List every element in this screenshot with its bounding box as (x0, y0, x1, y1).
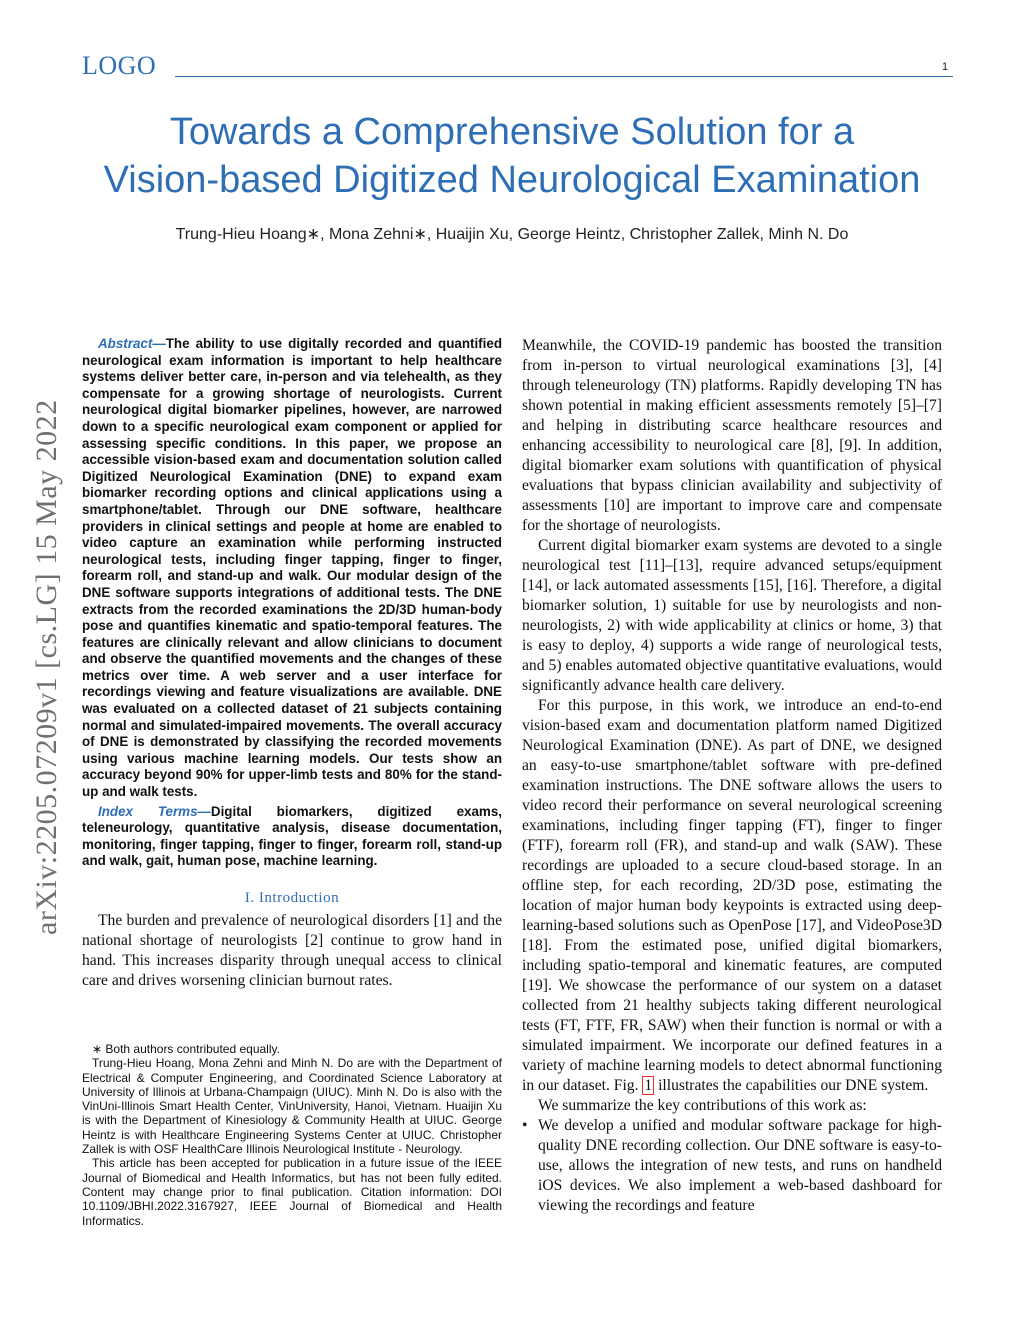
right-paragraph-1: Meanwhile, the COVID-19 pandemic has boosted the transition from in-person to virtual neurological examinations [3], [4] through teleneurology (TN) platforms. Rapidly developing TN has shown potential in making efficient assessments remotely [5]–[7] and helping in distributing scarce healthcare resources and enhancing accessibility to neurological care [8], [9]. In addition, digital biomarker exam solutions with quantification of physical evaluations that bypass clinician availability and subjectivity of assessments [10] are important to improve care and compensate for the shortage of neurologists. (522, 337, 942, 534)
left-column (82, 336, 502, 991)
abstract (82, 336, 502, 801)
header-logo: LOGO (82, 51, 157, 80)
list-item (522, 1116, 942, 1216)
abstract-label: Abstract— (98, 336, 166, 351)
right-column (522, 336, 942, 1216)
footnotes (82, 1042, 502, 1228)
right-paragraph-2: Current digital biomarker exam systems are devoted to a single neurological test [11]–[13], require advanced setups/equipment [14], or lack automated assessments [15], [16]. Therefore, a digital biomarker solution, 1) suitable for use by neurologists and non-neurologists, 2) with wide applicability at clinics or home, 3) that is easy to deploy, 4) supports a wide range of neurological tests, and 5) enables automated objective quantitative evaluations, would significantly advance health care delivery. (522, 537, 942, 694)
abstract-text: The ability to use digitally recorded and quantified neurological exam information is important to help healthcare systems deliver better care, in-person and via telehealth, as they compensate for a growing shortage of neurologists. Current neurological digital biomarker pipelines, however, are narrowed down to a specific neurological exam component or applied for assessing specific conditions. In this paper, we propose an accessible vision-based exam and documentation solution called Digitized Neurological Examination (DNE) to expand exam biomarker recording options and clinical applications using a smartphone/tablet. Through our DNE software, healthcare providers in clinical settings and people at home are enabled to video capture an examination while performing instructed neurological tests, including finger tapping, finger to finger, forearm roll, and stand-up and walk. Our modular design of the DNE software supports integrations of additional tests. The DNE extracts from the recorded examinations the 2D/3D human-body pose and quantifies kinematic and spatio-temporal features. The features are clinically relevant and allow clinicians to document and observe the quantified movements and the changes of these metrics over time. A web server and a user interface for recordings viewing and feature visualizations are available. DNE was evaluated on a collected dataset of 21 subjects containing normal and simulated-impaired movements. The overall accuracy of DNE is demonstrated by classifying the recorded movements using various machine learning models. Our tests show an accuracy beyond 90% for upper-limb tests and 80% for the stand-up and walk tests. (82, 336, 502, 800)
header-rule (175, 76, 953, 77)
contributions-list (522, 1116, 942, 1216)
author-list: Trung-Hieu Hoang∗, Mona Zehni∗, Huaijin Xu, George Heintz, Christopher Zallek, Minh N. Do (175, 226, 849, 243)
index-terms (82, 804, 502, 870)
right-paragraph-3-text-b: illustrates the capabilities our DNE system. (654, 1077, 929, 1094)
list-item-text: We develop a unified and modular software package for high-quality DNE recording collection. Our DNE software is easy-to-use, allows the integration of new tests, and runs on handheld iOS devices. We also implement a web-based dashboard for viewing the recordings and feature (538, 1117, 942, 1214)
right-paragraph-3 (522, 696, 942, 1096)
bullet-icon: • (522, 1117, 528, 1134)
footnote-equal-contribution: ∗ Both authors contributed equally. (92, 1042, 280, 1056)
paper-title (40, 108, 984, 204)
section-heading-introduction: I. Introduction (244, 890, 340, 906)
title-line-2: Vision-based Digitized Neurological Examination (103, 159, 921, 201)
index-terms-label: Index Terms— (98, 803, 211, 819)
arxiv-side-stamp: arXiv:2205.07209v1 [cs.LG] 15 May 2022 (30, 399, 63, 935)
footnote-publication-notice: This article has been accepted for publication in a future issue of the IEEE Journal of Biomedical and Health Informatics, but has not been fully edited. Content may change prior to final publication. Citation information: DOI 10.1109/JBHI.2022.3167927, IEEE Journal of Biomedical and Health Informatics. (82, 1156, 502, 1228)
title-line-1: Towards a Comprehensive Solution for a (169, 111, 855, 153)
index-terms-text: Digital biomarkers, digitized exams, teleneurology, quantitative analysis, disease documentation, monitoring, finger tapping, finger to finger, forearm roll, stand-up and walk, gait, human pose, machine learning. (82, 803, 502, 869)
page-number: 1 (942, 61, 949, 73)
right-paragraph-3-text-a: For this purpose, in this work, we introduce an end-to-end vision-based exam and documentation platform named Digitized Neurological Examination (DNE). As part of DNE, we designed an easy-to-use smartphone/tablet software with pre-defined examination instructions. The DNE software allows the users to video record their performance on several neurological screening examinations, including finger tapping (FT), finger to finger (FTF), forearm roll (FR), and stand-up and walk (SAW). These recordings are uploaded to a secure cloud-based storage. In an offline step, for each recording, 2D/3D pose, estimating the location of major human body keypoints is extracted using deep-learning-based solutions such as OpenPose [17], and VideoPose3D [18]. From the estimated pose, unified digital biomarkers, including spatio-temporal and kinematic features, are computed [19]. We showcase the performance of our system on a dataset collected from 21 healthy subjects taking different neurological tests (FT, FTF, FR, SAW) when their function is normal or with a simulated impairment. We incorporate our defined features in a variety of machine learning models to detect abnormal functioning in our dataset. Fig. (522, 697, 942, 1094)
intro-paragraph-1: The burden and prevalence of neurological disorders [1] and the national shortage of neurologists [2] continue to grow hand in hand. This increases disparity through unequal access to clinical care and drives worsening clinician burnout rates. (82, 912, 502, 989)
footnote-affiliations: Trung-Hieu Hoang, Mona Zehni and Minh N. Do are with the Department of Electrical & Computer Engineering, and Coordinated Science Laboratory at University of Illinois at Urbana-Champaign (UIUC). Minh N. Do is also with the VinUni-Illinois Smart Health Center, VinUniversity, Hanoi, Vietnam. Huaijin Xu is with the Department of Kinesiology & Community Health at UIUC. George Heintz is with Healthcare Engineering Systems Center at UIUC. Christopher Zallek is with OSF HealthCare Illinois Neurological Institute - Neurology. (82, 1056, 502, 1157)
right-paragraph-4: We summarize the key contributions of this work as: (538, 1097, 867, 1114)
figure-reference-link[interactable]: 1 (644, 1077, 653, 1094)
